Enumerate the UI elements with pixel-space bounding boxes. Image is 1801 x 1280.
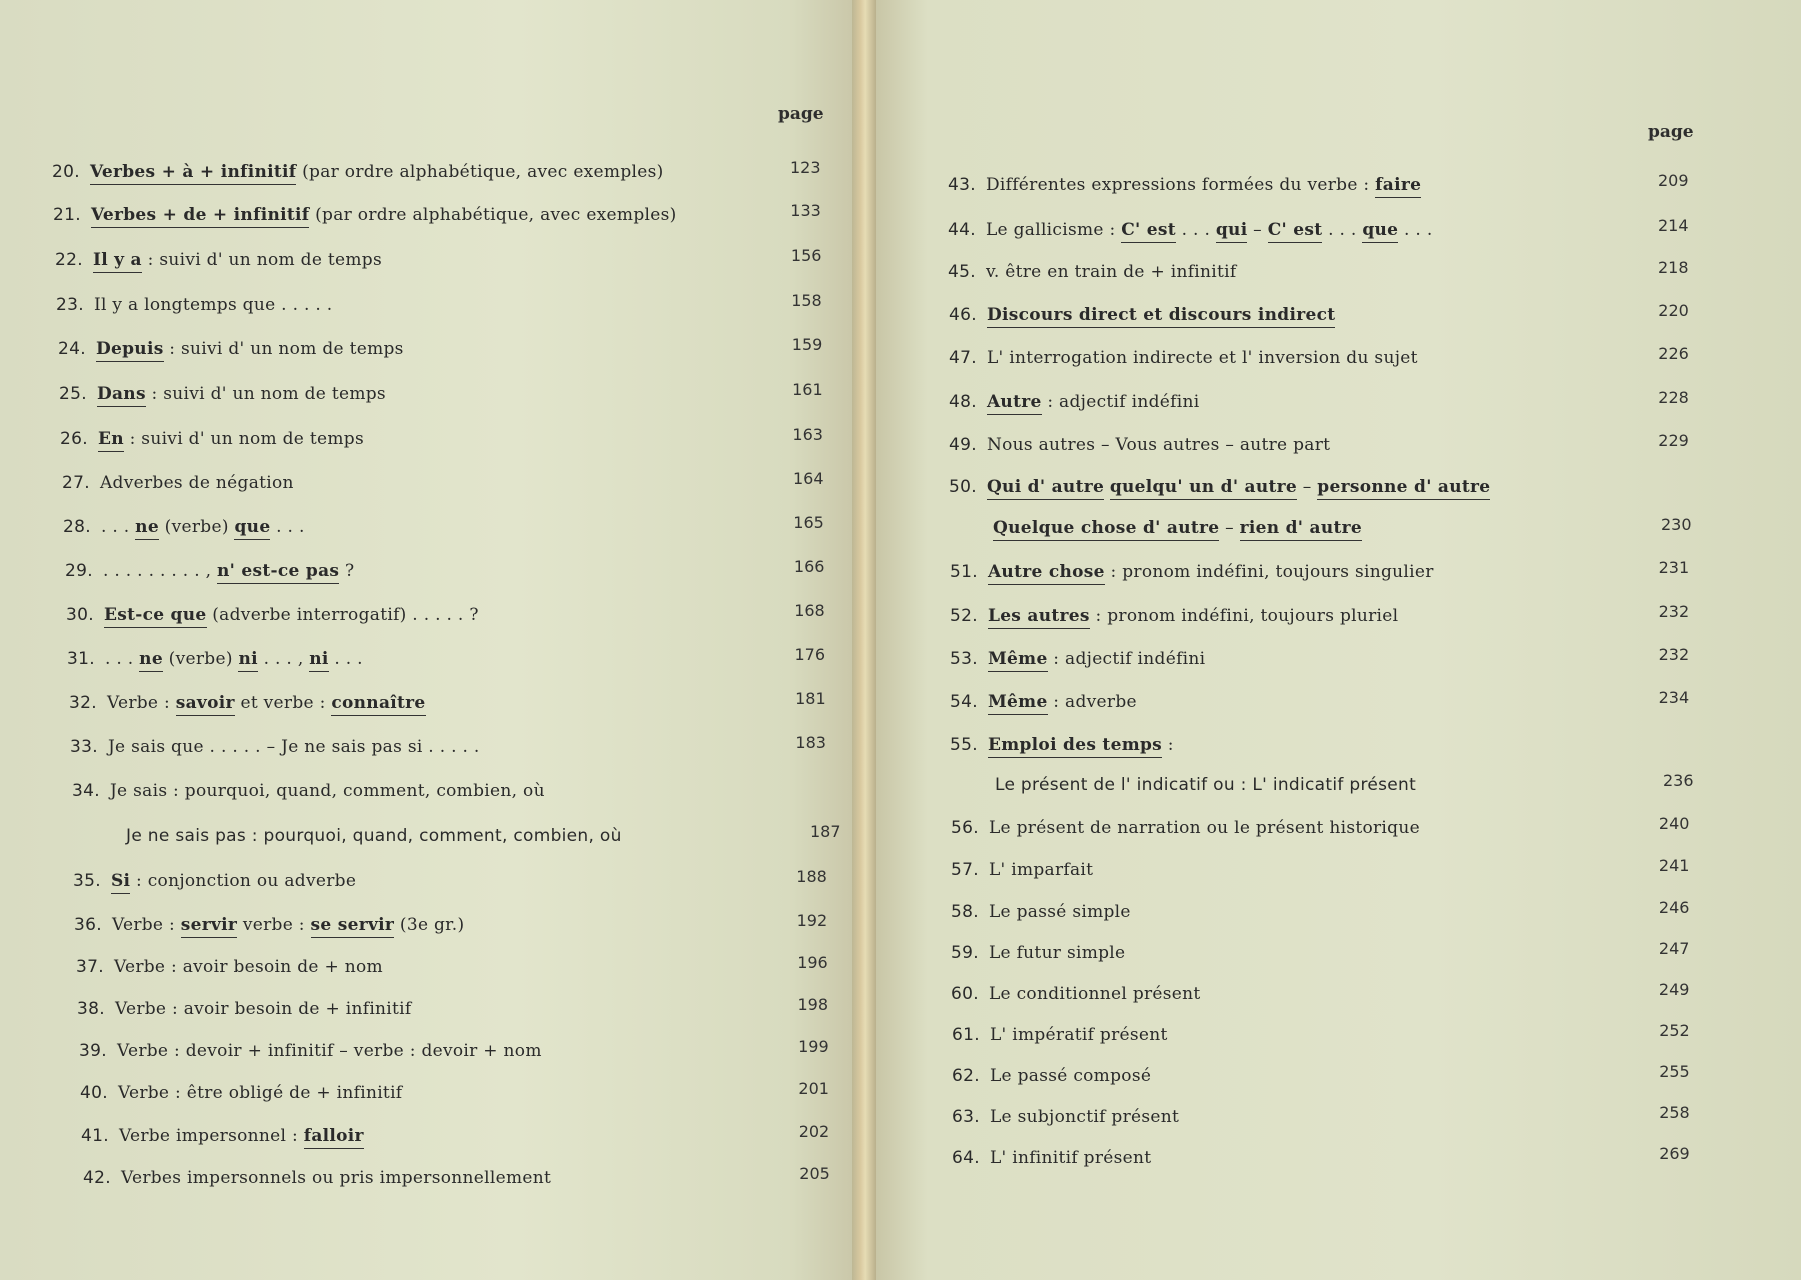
entry-bold: Discours direct et discours indirect — [987, 305, 1335, 328]
entry-page-number: 123 — [790, 158, 821, 177]
entry-number: 56. — [951, 818, 979, 838]
entry-34-continuation: Je ne sais pas : pourquoi, quand, comment, combien, où — [126, 826, 622, 846]
entry-number: 52. — [950, 606, 978, 626]
entry-rest: Verbe : avoir besoin de + infinitif — [114, 999, 412, 1019]
entry-page-number: 252 — [1659, 1021, 1690, 1040]
entry-number: 41. — [81, 1126, 109, 1146]
entry-bold: savoir — [176, 693, 235, 716]
entry-rest3: . . . — [328, 649, 363, 669]
book-gutter — [852, 0, 876, 1280]
entry-page-number: 196 — [797, 953, 828, 972]
toc-entry-64 — [952, 1148, 1151, 1168]
toc-entry-34 — [72, 781, 545, 801]
entry-bold: Les autres — [988, 606, 1090, 629]
entry-bold2: quelqu' un d' autre — [1110, 477, 1297, 500]
entry-rest: (verbe) — [162, 649, 239, 669]
entry-number: 45. — [948, 262, 976, 282]
entry-pre: Le gallicisme : — [985, 220, 1122, 240]
entry-number: 63. — [952, 1107, 980, 1127]
entry-page-number: 188 — [796, 867, 827, 886]
entry-page-number: 241 — [1658, 856, 1690, 875]
toc-entry-39 — [79, 1041, 542, 1061]
entry-page-number: 199 — [798, 1037, 829, 1056]
entry-bold: En — [98, 429, 124, 452]
entry-page-number: 249 — [1658, 980, 1690, 999]
entry-rest: : adjectif indéfini — [1047, 649, 1206, 669]
entry-rest: Le passé simple — [988, 902, 1131, 922]
entry-number: 48. — [949, 392, 977, 412]
entry-rest: : adverbe — [1047, 692, 1137, 712]
entry-page-number: 234 — [1658, 688, 1690, 707]
toc-entry-59 — [951, 943, 1125, 963]
entry-rest: : pronom indéfini, toujours pluriel — [1089, 606, 1399, 626]
entry-page-number: 214 — [1658, 216, 1689, 235]
entry-50-page: 230 — [1661, 515, 1692, 534]
toc-entry-23 — [56, 295, 333, 315]
entry-rest2: – — [1297, 477, 1318, 497]
entry-rest: : conjonction ou adverbe — [130, 871, 357, 891]
entry-pre: Verbe : — [106, 693, 176, 713]
toc-entry-46 — [949, 305, 1335, 325]
toc-entry-24 — [58, 339, 404, 359]
entry-number: 34. — [72, 781, 100, 801]
entry-bold2: qui — [1216, 220, 1248, 243]
entry-rest: verbe : — [237, 915, 311, 935]
entry-bold: faire — [1375, 175, 1421, 198]
entry-rest: Le présent de narration ou le présent historique — [988, 818, 1420, 838]
entry-rest2: . . . — [270, 517, 305, 537]
entry-pre: Verbe impersonnel : — [118, 1126, 304, 1146]
left-page-header: page — [778, 104, 824, 124]
entry-page-number: 255 — [1659, 1062, 1690, 1081]
toc-entry-51 — [950, 562, 1434, 582]
entry-rest: Je sais : pourquoi, quand, comment, combien, où — [109, 781, 545, 801]
entry-page-number: 220 — [1658, 301, 1689, 320]
entry-bold: Emploi des temps — [988, 735, 1162, 758]
entry-page-number: 163 — [792, 425, 823, 444]
entry-rest: Le subjonctif présent — [989, 1107, 1180, 1127]
entry-number: 57. — [951, 860, 979, 880]
entry-50-cont-bold: Quelque chose d' autre — [993, 518, 1219, 541]
toc-entry-27 — [62, 473, 294, 493]
toc-entry-54 — [950, 692, 1137, 712]
entry-number: 21. — [53, 205, 81, 225]
entry-number: 37. — [76, 957, 104, 977]
toc-entry-47 — [949, 348, 1418, 368]
entry-number: 53. — [950, 649, 978, 669]
entry-bold: Il y a — [93, 250, 142, 273]
entry-number: 58. — [951, 902, 979, 922]
entry-page-number: 192 — [796, 911, 828, 930]
entry-number: 31. — [67, 649, 95, 669]
entry-page-number: 164 — [793, 469, 824, 488]
entry-rest: Le futur simple — [988, 943, 1126, 963]
toc-entry-26 — [60, 429, 364, 449]
entry-pre: . . . — [100, 517, 136, 537]
entry-page-number: 168 — [794, 601, 825, 620]
entry-rest2: . . . , — [257, 649, 310, 669]
entry-number: 42. — [83, 1168, 111, 1188]
entry-number: 61. — [952, 1025, 980, 1045]
entry-number: 23. — [56, 295, 84, 315]
entry-rest: Adverbes de négation — [99, 473, 294, 493]
entry-number: 35. — [73, 871, 101, 891]
entry-rest: Le conditionnel présent — [988, 984, 1201, 1004]
entry-number: 59. — [951, 943, 979, 963]
entry-rest: : suivi d' un nom de temps — [163, 339, 404, 359]
entry-page-number: 158 — [791, 291, 822, 310]
entry-rest: L' infinitif présent — [989, 1148, 1152, 1168]
toc-entry-60 — [951, 984, 1201, 1004]
entry-number: 51. — [950, 562, 978, 582]
entry-rest2: – — [1247, 220, 1268, 240]
entry-number: 64. — [952, 1148, 980, 1168]
entry-page-number: 133 — [790, 201, 821, 220]
entry-rest: Nous autres – Vous autres – autre part — [986, 435, 1331, 455]
entry-rest: : suivi d' un nom de temps — [145, 384, 386, 404]
entry-rest: Je sais que . . . . . – Je ne sais pas si . . . . . — [107, 737, 480, 757]
entry-page-number: 228 — [1658, 388, 1689, 407]
toc-entry-38 — [77, 999, 412, 1019]
right-page-header: page — [1648, 122, 1694, 142]
entry-bold: C' est — [1121, 220, 1176, 243]
entry-bold: Autre — [987, 392, 1042, 415]
entry-number: 30. — [66, 605, 94, 625]
entry-rest: Verbe : avoir besoin de + nom — [113, 957, 383, 977]
entry-page-number: 258 — [1659, 1103, 1690, 1122]
toc-entry-45 — [948, 262, 1236, 282]
entry-page-number: 232 — [1658, 645, 1690, 664]
entry-page-number: 165 — [793, 513, 824, 532]
entry-rest2: (3e gr.) — [394, 915, 465, 935]
toc-entry-35 — [73, 871, 356, 891]
entry-number: 22. — [55, 250, 83, 270]
entry-number: 54. — [950, 692, 978, 712]
entry-rest: (verbe) — [158, 517, 235, 537]
entry-bold: Est-ce que — [104, 605, 207, 628]
toc-entry-29 — [65, 561, 354, 581]
toc-entry-36 — [74, 915, 464, 935]
entry-page-number: 226 — [1658, 344, 1689, 363]
entry-bold2: se servir — [311, 915, 395, 938]
entry-page-number: 161 — [792, 380, 823, 399]
toc-entry-53 — [950, 649, 1205, 669]
entry-page-number: 176 — [794, 645, 826, 664]
entry-50-cont-bold2: rien d' autre — [1240, 518, 1362, 541]
entry-page-number: 231 — [1658, 558, 1690, 577]
entry-bold: ne — [135, 517, 159, 540]
entry-rest: (par ordre alphabétique, avec exemples) — [296, 162, 664, 182]
entry-page-number: 181 — [795, 689, 826, 708]
entry-page-number: 218 — [1658, 258, 1689, 277]
entry-number: 47. — [949, 348, 977, 368]
entry-number: 60. — [951, 984, 979, 1004]
entry-number: 26. — [60, 429, 88, 449]
toc-entry-57 — [951, 860, 1093, 880]
entry-bold: n' est-ce pas — [217, 561, 339, 584]
toc-entry-41 — [81, 1126, 364, 1146]
toc-entry-48 — [949, 392, 1199, 412]
entry-pre: Différentes expressions formées du verbe : — [985, 175, 1376, 195]
toc-entry-25 — [59, 384, 386, 404]
entry-page-number: 183 — [795, 733, 826, 752]
entry-bold4: que — [1362, 220, 1398, 243]
entry-number: 36. — [74, 915, 102, 935]
entry-number: 39. — [79, 1041, 107, 1061]
entry-bold: Verbes + à + infinitif — [90, 162, 296, 185]
toc-entry-62 — [952, 1066, 1151, 1086]
entry-bold: Dans — [97, 384, 146, 407]
toc-entry-30 — [66, 605, 479, 625]
entry-number: 27. — [62, 473, 90, 493]
entry-number: 44. — [948, 220, 976, 240]
entry-page-number: 201 — [798, 1079, 829, 1098]
entry-bold: servir — [181, 915, 237, 938]
entry-bold2: connaître — [331, 693, 425, 716]
entry-number: 50. — [949, 477, 977, 497]
entry-number: 33. — [70, 737, 98, 757]
entry-number: 49. — [949, 435, 977, 455]
entry-number: 20. — [52, 162, 80, 182]
toc-entry-49 — [949, 435, 1330, 455]
entry-page-number: 229 — [1658, 431, 1689, 450]
entry-page-number: 269 — [1659, 1144, 1690, 1163]
entry-rest: (par ordre alphabétique, avec exemples) — [309, 205, 677, 225]
toc-entry-50 — [949, 477, 1490, 497]
toc-entry-61 — [952, 1025, 1168, 1045]
entry-bold: Même — [988, 692, 1048, 715]
toc-entry-22 — [55, 250, 382, 270]
entry-page-number: 202 — [798, 1122, 830, 1141]
entry-rest: : suivi d' un nom de temps — [141, 250, 383, 270]
entry-rest: L' imparfait — [988, 860, 1094, 880]
entry-rest: Verbes impersonnels ou pris impersonnellement — [120, 1168, 552, 1188]
toc-entry-55 — [950, 735, 1174, 755]
entry-55-continuation: Le présent de l' indicatif ou : L' indicatif présent — [995, 775, 1417, 795]
entry-bold2: ni — [238, 649, 257, 672]
entry-number: 29. — [65, 561, 93, 581]
entry-number: 62. — [952, 1066, 980, 1086]
entry-pre: . . . . . . . . . , — [102, 561, 218, 581]
entry-rest: Verbe : devoir + infinitif – verbe : devoir + nom — [116, 1041, 542, 1061]
entry-bold: Depuis — [96, 339, 164, 362]
entry-rest: (adverbe interrogatif) . . . . . ? — [206, 605, 479, 625]
entry-bold3: personne d' autre — [1317, 477, 1490, 500]
entry-rest: : pronom indéfini, toujours singulier — [1104, 562, 1434, 582]
entry-page-number: 240 — [1658, 814, 1690, 833]
entry-34-page: 187 — [810, 822, 841, 841]
toc-entry-21 — [53, 205, 677, 225]
toc-entry-32 — [69, 693, 426, 713]
toc-entry-52 — [950, 606, 1398, 626]
entry-rest: ? — [339, 561, 355, 581]
toc-entry-43 — [948, 175, 1421, 195]
entry-rest: L' impératif présent — [989, 1025, 1168, 1045]
toc-entry-42 — [83, 1168, 551, 1188]
toc-entry-31 — [67, 649, 363, 669]
entry-number: 25. — [59, 384, 87, 404]
entry-number: 40. — [80, 1083, 108, 1103]
toc-entry-58 — [951, 902, 1131, 922]
entry-rest: et verbe : — [234, 693, 332, 713]
entry-50-continuation — [993, 518, 1362, 538]
entry-rest4: . . . — [1398, 220, 1433, 240]
entry-number: 43. — [948, 175, 976, 195]
entry-rest: Le passé composé — [989, 1066, 1152, 1086]
toc-entry-20 — [52, 162, 664, 182]
entry-rest: : — [1162, 735, 1174, 755]
entry-number: 32. — [69, 693, 97, 713]
entry-55-page: 236 — [1663, 771, 1694, 790]
toc-entry-40 — [80, 1083, 402, 1103]
entry-pre: . . . — [104, 649, 140, 669]
entry-page-number: 198 — [797, 995, 829, 1014]
toc-entry-44 — [948, 220, 1433, 240]
entry-number: 46. — [949, 305, 977, 325]
entry-page-number: 159 — [791, 335, 823, 354]
entry-number: 38. — [77, 999, 105, 1019]
entry-number: 24. — [58, 339, 86, 359]
entry-bold: Autre chose — [988, 562, 1105, 585]
entry-rest3: . . . — [1322, 220, 1363, 240]
entry-bold: Même — [988, 649, 1048, 672]
entry-number: 55. — [950, 735, 978, 755]
entry-page-number: 246 — [1658, 898, 1690, 917]
entry-bold3: ni — [309, 649, 328, 672]
toc-entry-33 — [70, 737, 480, 757]
entry-rest: Verbe : être obligé de + infinitif — [117, 1083, 403, 1103]
toc-entry-28 — [63, 517, 305, 537]
entry-pre: Verbe : — [111, 915, 181, 935]
entry-bold: ne — [139, 649, 163, 672]
entry-rest: . . . — [1175, 220, 1216, 240]
entry-number: 28. — [63, 517, 91, 537]
entry-page-number: 232 — [1658, 602, 1690, 621]
entry-rest: v. être en train de + infinitif — [985, 262, 1237, 282]
entry-bold2: que — [234, 517, 270, 540]
entry-page-number: 166 — [793, 557, 825, 576]
entry-page-number: 247 — [1658, 939, 1690, 958]
toc-entry-56 — [951, 818, 1420, 838]
entry-bold: Qui d' autre — [987, 477, 1104, 500]
entry-rest — [1104, 477, 1110, 497]
entry-bold3: C' est — [1268, 220, 1323, 243]
entry-rest: : adjectif indéfini — [1041, 392, 1200, 412]
entry-page-number: 205 — [799, 1164, 830, 1183]
toc-entry-37 — [76, 957, 383, 977]
entry-bold: Verbes + de + infinitif — [91, 205, 309, 228]
entry-rest: L' interrogation indirecte et l' inversion du sujet — [986, 348, 1418, 368]
entry-page-number: 156 — [790, 246, 822, 265]
toc-entry-63 — [952, 1107, 1179, 1127]
entry-bold: Si — [111, 871, 130, 894]
entry-bold: falloir — [304, 1126, 364, 1149]
entry-page-number: 209 — [1658, 171, 1689, 190]
entry-rest: Il y a longtemps que . . . . . — [93, 295, 333, 315]
entry-rest: : suivi d' un nom de temps — [123, 429, 364, 449]
entry-50-cont-sep: – — [1219, 518, 1240, 538]
